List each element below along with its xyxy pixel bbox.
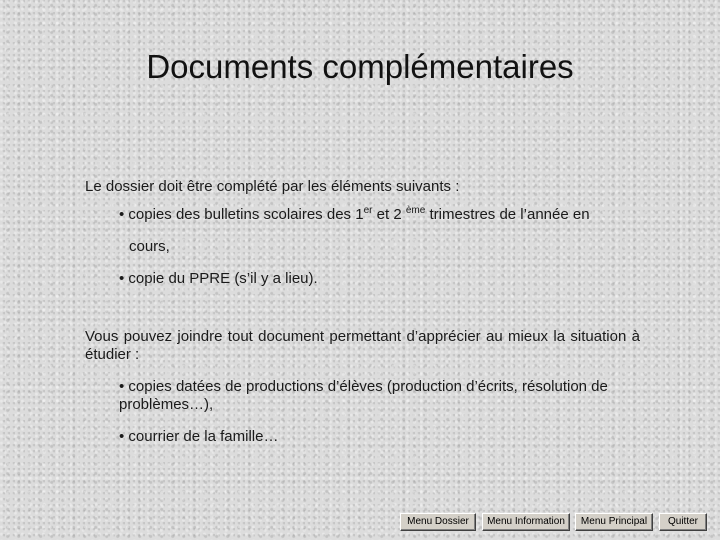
list-item-productions: • copies datées de productions d’élèves (production d’écrits, résolution de problèmes…), [119,378,608,413]
menu-principal-button[interactable]: Menu Principal [575,513,653,531]
superscript-er: er [363,205,373,216]
list-item-text: • copies des bulletins scolaires des 1 [119,206,364,223]
quitter-button[interactable]: Quitter [659,513,707,531]
superscript-eme: ème [405,205,426,216]
intro-text: Le dossier doit être complété par les éléments suivants : [85,178,460,195]
menu-dossier-button[interactable]: Menu Dossier [400,513,476,531]
list-item-text: cours, [129,238,170,255]
menu-information-button[interactable]: Menu Information [482,513,570,531]
document-body [85,178,640,446]
list-item-bulletins-continued [129,238,640,256]
list-item-bulletins [119,206,640,224]
page-title: Documents complémentaires [146,48,574,85]
list-item-text: et 2 [372,206,406,223]
paragraph-documents: Vous pouvez joindre tout document permettant d’apprécier au mieux la situation à étudier : [85,328,640,363]
list-item-text: trimestres de l’année en [425,206,590,223]
list-item-courrier: • courrier de la famille… [119,428,279,445]
list-item-ppre: • copie du PPRE (s’il y a lieu). [119,270,318,287]
